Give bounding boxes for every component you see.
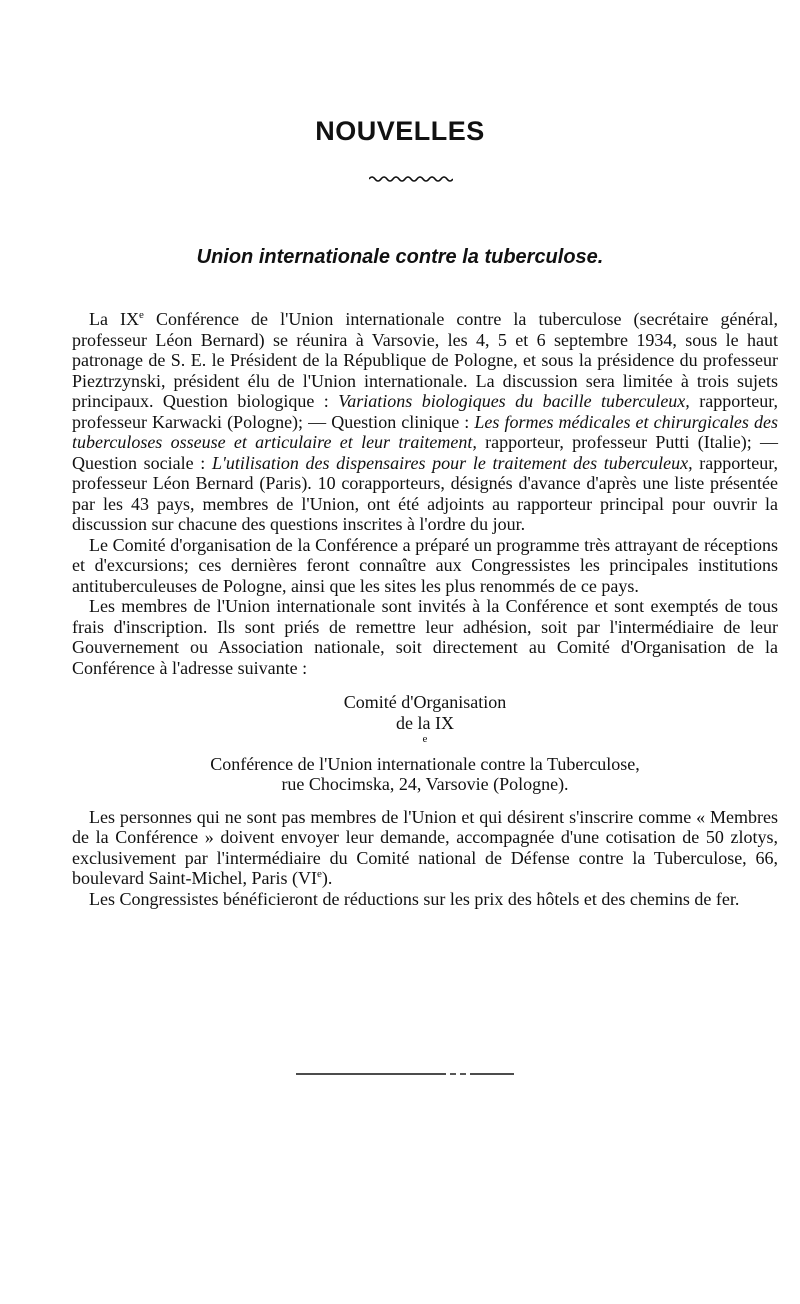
address-line-3: rue Chocimska, 24, Varsovie (Pologne). bbox=[281, 774, 569, 794]
address-block bbox=[72, 692, 778, 795]
page-title: NOUVELLES bbox=[315, 116, 485, 146]
italic-topic-biologique: Variations biologiques du bacille tuberculeux, bbox=[338, 391, 690, 411]
section-title: Union internationale contre la tuberculose. bbox=[196, 246, 604, 268]
text-run: ). bbox=[321, 868, 333, 888]
superscript: e bbox=[316, 868, 322, 880]
paragraph-inscription: Les membres de l'Union internationale sont invités à la Conférence et sont exemptés de tous frais d'inscription. Ils sont priés de remettre leur adhésion, soit par l'intermédiaire de leur Gouvernement ou Association nationale, soit directement au Comité d'Organisation de la Conférence à l'adresse suivante : bbox=[72, 596, 778, 678]
text-run: Conférence de l'Union internationale contre la Tuberculose, bbox=[210, 753, 640, 774]
end-rule bbox=[296, 1072, 514, 1076]
text-run: rapporteur, professeur Putti (Italie); — Question sociale : bbox=[72, 432, 778, 473]
italic-topic-clinique: Les formes médicales et chirurgicales des tuberculoses osseuse et articulaire et leur traitement, bbox=[72, 411, 778, 452]
decorative-squiggle bbox=[369, 174, 453, 184]
paragraph-programme: Le Comité d'organisation de la Conférence a préparé un programme très attrayant de réceptions et d'excursions; ces dernières feront connaître aux Congressistes les principales institutions antituberculeuses de Pologne, ainsi que les sites les plus renommés de ce pays. bbox=[72, 534, 778, 596]
superscript: e bbox=[422, 733, 428, 745]
paragraph-reductions: Les Congressistes bénéficieront de réductions sur les prix des hôtels et des chemins de fer. bbox=[89, 888, 740, 909]
address-line-2 bbox=[72, 713, 778, 775]
italic-topic-sociale: L'utilisation des dispensaires pour le traitement des tuberculeux, bbox=[211, 452, 693, 473]
paragraph-conference bbox=[72, 309, 778, 535]
text-run: rapporteur, professeur Karwacki (Pologne); — Question clinique : bbox=[72, 391, 778, 432]
text-run: de la IX bbox=[396, 712, 454, 733]
paragraph-non-membres bbox=[72, 807, 778, 889]
text-run: rapporteur, professeur Léon Bernard (Paris). 10 corapporteurs, désignés d'avance d'après une liste présentée par les 43 pays, membres de l'Union, ont été adjoints au rapporteur principal pour ouvrir la discussion sur chacune des questions inscrites à l'ordre du jour. bbox=[72, 452, 778, 534]
text-run: Les personnes qui ne sont pas membres de l'Union et qui désirent s'inscrire comme « Membres de la Conférence » doivent envoyer leur demande, accompagnée d'une cotisation de 50 zlotys, exclusivement par l'intermédiaire du Comité national de Défense contre la Tuberculose, 66, boulevard Saint-Michel, Paris (VI bbox=[72, 806, 778, 888]
text-run: La IX bbox=[89, 309, 140, 329]
article-body bbox=[72, 309, 778, 909]
address-line-1: Comité d'Organisation bbox=[343, 692, 507, 712]
superscript: e bbox=[139, 309, 144, 321]
text-run: Conférence de l'Union internationale contre la tuberculose (secrétaire général, professeur Léon Bernard) se réunira à Varsovie, les 4, 5 et 6 septembre 1934, sous le haut patronage de S. E. le Président de la République de Pologne, et sous la présidence du professeur Pieztrzynski, président élu de l'Union internationale. La discussion sera limitée à trois sujets principaux. Question biologique : bbox=[72, 309, 778, 411]
